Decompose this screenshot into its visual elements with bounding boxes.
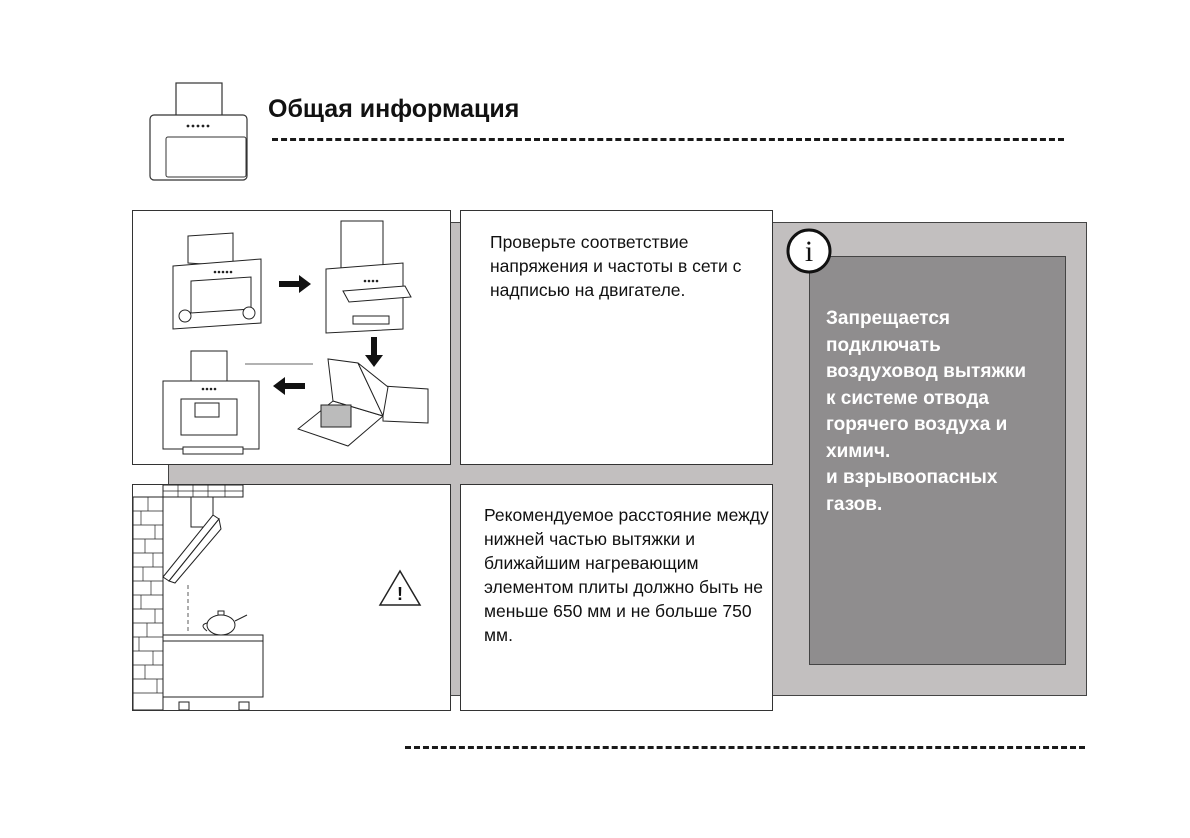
info-icon-letter: i [804, 235, 814, 268]
page-title: Общая информация [268, 95, 520, 123]
info-line: воздуховод вытяжки [826, 361, 1027, 382]
info-warning-text [826, 306, 1071, 518]
warning-icon [378, 569, 422, 607]
info-line: горячего воздуха и [826, 414, 1008, 435]
info-line: химич. [826, 440, 891, 462]
installation-illustration-panel [132, 210, 451, 465]
voltage-check-text: Проверьте соответствие напряжения и частоты в сети с надписью на двигателе. [490, 232, 742, 300]
installation-steps-illustration [133, 211, 450, 464]
info-line: Запрещается [826, 308, 950, 329]
info-line: к системе отвода [826, 387, 989, 409]
hood-logo-icon [148, 82, 250, 182]
info-line: и взрывоопасных [826, 467, 998, 488]
distance-text: Рекомендуемое расстояние между нижней частью вытяжки и ближайшим нагревающим элементом плиты должно быть не меньше 650 мм и не больше 750 мм. [484, 505, 769, 645]
distance-illustration-panel [132, 484, 451, 711]
info-line: газов. [826, 493, 883, 515]
bottom-divider [405, 746, 1085, 749]
info-line: подключать [826, 334, 941, 356]
warning-symbol: ! [397, 584, 403, 604]
info-icon [785, 227, 833, 275]
top-divider [272, 138, 1064, 141]
